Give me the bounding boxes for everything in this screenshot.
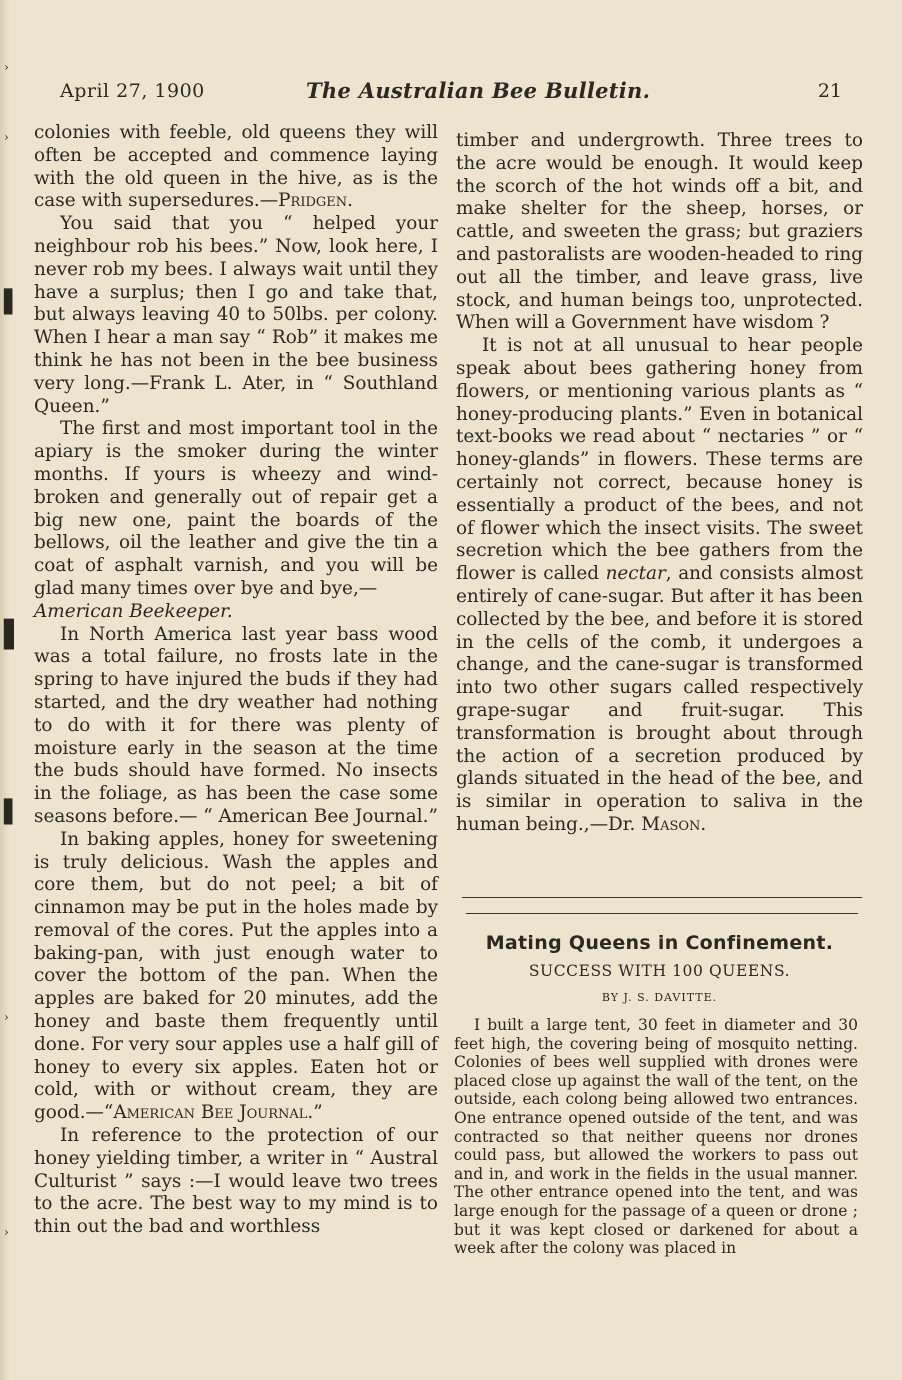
article-byline: BY J. S. DAVITTE. [601,991,718,1004]
issue-date: April 27, 1900 [60,80,205,102]
paragraph: It is not at all unusual to hear people speak about bees gathering honey from flowers, or mentioning various plants as “ honey-producing plants.” Even in botanical text-books we read about “ nectaries ” or “ honey-glands” in flowers. These terms are certainly not correct, because honey is essentially a product of the bees, and not of flower which the insect visits. The sweet secretion which the bee gathers from the flower is called nectar, and consists almost entirely of cane-sugar. But after it has been collected by the bee, and before it is stored in the cells of the comb, it undergoes a change, and the cane-sugar is transformed into two other sugars called respectively grape-sugar and fruit-sugar. This transformation is brought about through the action of a secretion produced by glands situated in the head of the bee, and is similar in operation to saliva in the human being.,—Dr. Mason. [456,335,863,835]
page-number: 21 [817,80,842,102]
paragraph: timber and undergrowth. Three trees to the acre would be enough. It would keep the scorch of the hot winds off a bit, and make shelter for the sheep, horses, or cattle, and sweeten the grass; but graziers and pastoralists are wooden-headed to ring out all the timber, and leave grass, live stock, and human beings too, unprotected. When will a Government have wisdom ? [456,130,863,334]
source-attribution: American Beekeeper. [34,600,233,622]
source-attribution: American Bee Journal. [113,1102,314,1124]
paragraph: You said that you “ helped your neighbour rob his bees.” Now, look here, I never rob my bees. I always wait until they have a surplus; then I go and take that, but always leaving 40 to 50lbs. per colony. When I hear a man say “ Rob” it makes me think he has not been in the bee business very long.—Frank L. Ater, in “ Southland Queen.” [34,213,438,417]
section-divider [466,913,858,914]
article-subtitle: SUCCESS WITH 100 QUEENS. [528,962,791,980]
right-column [456,130,863,837]
paragraph: I built a large tent, 30 feet in diameter and 30 feet high, the covering being of mosquito netting. Colonies of bees well supplied with drones were placed close up against the wall of the tent, on the outside, each colong being allowed two entrances. One entrance opened outside of the tent, and was contracted so that neither queens nor drones could pass, but allowed the workers to pass out and in, and work in the fields in the usual manner. The other entrance opened into the tent, and was large enough for the passage of a queen or drone ; but it was kept closed or darkened for about a week after the colony was placed in [454,1016,858,1258]
article-body [454,1016,858,1258]
running-header [58,80,848,110]
paragraph: In reference to the protection of our honey yielding timber, a writer in “ Austral Culturist ” says :—I would leave two trees to the acre. The best way to my mind is to thin out the bad and worthless [34,1125,438,1238]
page-binding-edge [0,0,10,1380]
paragraph: The first and most important tool in the apiary is the smoker during the winter months. If yours is wheezy and wind-broken and generally out of repair get a big new one, paint the boards of the bellows, oil the leather and give the tin a coat of asphalt varnish, and you will be glad many times over bye and bye,— American Beekeeper. [34,418,438,622]
paragraph: In baking apples, honey for sweetening is truly delicious. Wash the apples and core them, but do not peel; a bit of cinnamon may be put in the holes made by removal of the cores. Put the apples into a baking-pan, with just enough water to cover the bottom of the pan. When the apples are baked for 20 minutes, add the honey and baste them frequently until done. For very sour apples use a half gill of honey to every six apples. Eaten hot or cold, with or without cream, they are good.—“American Bee Journal.” [34,828,438,1124]
italic-term: nectar [605,563,666,585]
article-title: Mating Queens in Confinement. [485,932,834,954]
left-column [34,122,438,1239]
paragraph: In North America last year bass wood was a total failure, no frosts late in the spring to have injured the buds if they had started, and the dry weather had nothing to do with it for there was plenty of moisture early in the season at the time the buds should have formed. No insects in the foliage, as has been the case some seasons before.— “ American Bee Journal.” [34,623,438,827]
section-divider [462,897,862,898]
paragraph: colonies with feeble, old queens they will often be accepted and commence laying with the old queen in the hive, as is the case with supersedures.—Pridgen. [34,122,438,212]
source-attribution: Mason. [641,813,707,835]
journal-title: The Australian Bee Bulletin. [306,78,651,103]
